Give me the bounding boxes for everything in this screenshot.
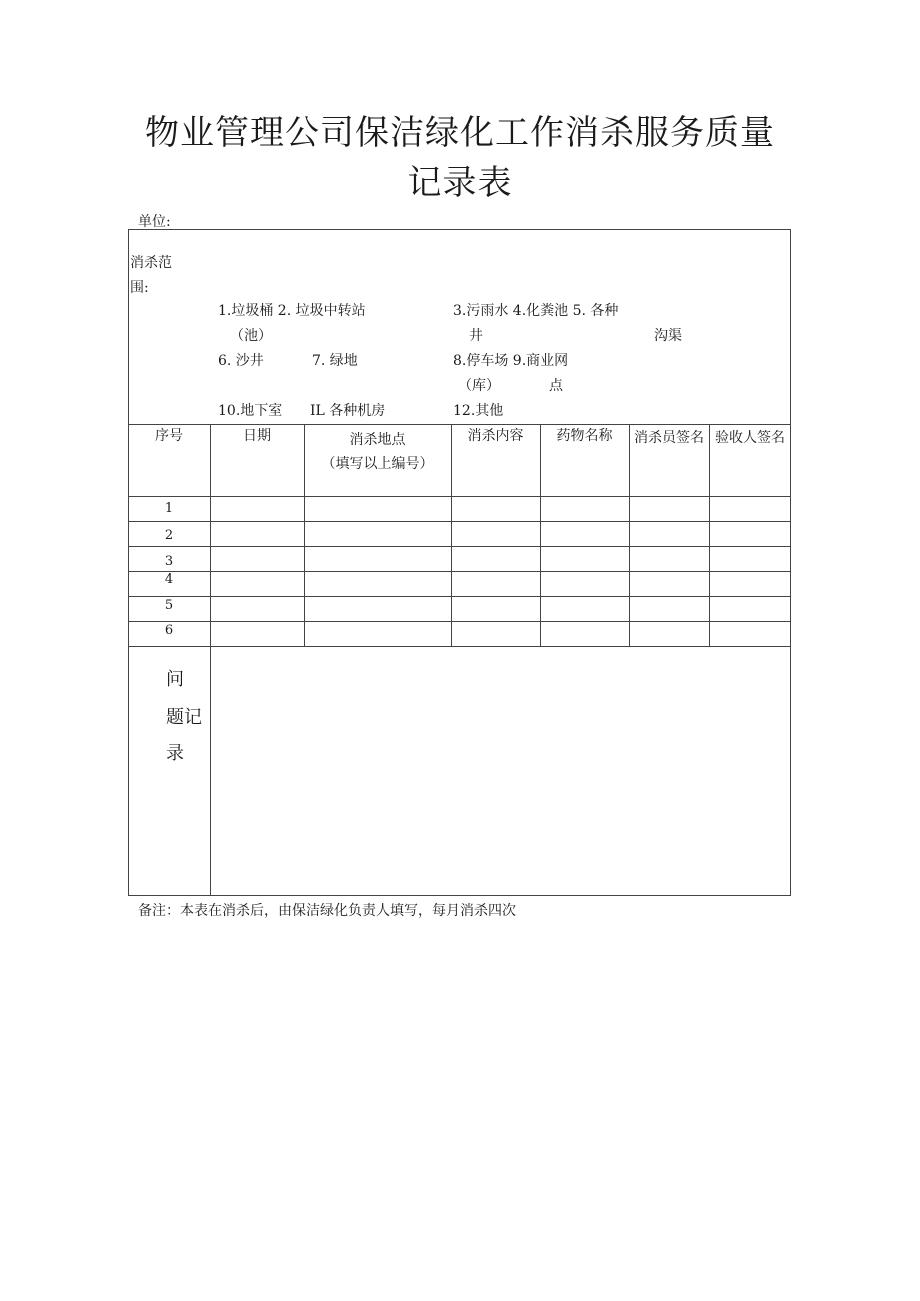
page-title-line2: 记录表	[407, 163, 513, 203]
scope-item: 1.垃圾桶 2. 垃圾中转站	[218, 303, 366, 319]
divider	[128, 546, 791, 547]
scope-item: 12.其他	[453, 403, 504, 419]
record-form	[128, 229, 791, 896]
issues-label: 题记	[166, 707, 202, 728]
unit-label: 单位:	[138, 214, 171, 230]
divider	[128, 646, 791, 647]
issues-label: 问	[166, 669, 184, 690]
column-header-drug: 药物名称	[556, 428, 613, 444]
divider	[540, 424, 541, 646]
scope-item: （池）	[230, 328, 272, 344]
column-header-location: 消杀地点	[349, 432, 406, 448]
scope-item: 7. 绿地	[312, 353, 358, 369]
divider	[451, 424, 452, 646]
row-number: 1	[164, 501, 174, 516]
scope-item: 井	[469, 328, 483, 344]
scope-item: 10.地下室	[218, 403, 283, 419]
scope-item: 沟渠	[654, 328, 682, 344]
column-header-acceptor-sign: 验收人签名	[715, 430, 785, 446]
column-header-killer-sign: 消杀员签名	[634, 430, 704, 446]
divider	[709, 424, 710, 646]
scope-item: 3.污雨水 4.化粪池 5. 各种	[453, 303, 619, 319]
column-header-content: 消杀内容	[467, 428, 524, 444]
column-header-date: 日期	[243, 428, 271, 444]
divider	[128, 621, 791, 622]
row-number: 4	[164, 572, 174, 587]
scope-item: 6. 沙井	[218, 353, 264, 369]
footnote: 备注：本表在消杀后，由保洁绿化负责人填写，每月消杀四次	[138, 903, 516, 919]
row-number: 5	[164, 598, 174, 613]
divider	[128, 596, 791, 597]
issues-label: 录	[166, 743, 184, 764]
scope-item: 8.停车场 9.商业网	[453, 353, 569, 369]
divider	[128, 571, 791, 572]
column-header-seq: 序号	[155, 428, 183, 444]
divider	[210, 424, 211, 895]
scope-label: 消杀范	[130, 255, 172, 271]
scope-label-cont: 围:	[130, 280, 149, 296]
row-number: 3	[164, 554, 174, 569]
divider	[629, 424, 630, 646]
column-header-location-hint: （填写以上编号）	[321, 456, 434, 472]
row-number: 2	[164, 528, 174, 543]
page-title: 物业管理公司保洁绿化工作消杀服务质量	[145, 113, 775, 153]
divider	[128, 496, 791, 497]
scope-item: （库）	[458, 378, 500, 394]
divider	[128, 521, 791, 522]
scope-item: 点	[549, 378, 563, 394]
scope-item: IL 各种机房	[310, 403, 386, 419]
row-number: 6	[164, 623, 174, 638]
